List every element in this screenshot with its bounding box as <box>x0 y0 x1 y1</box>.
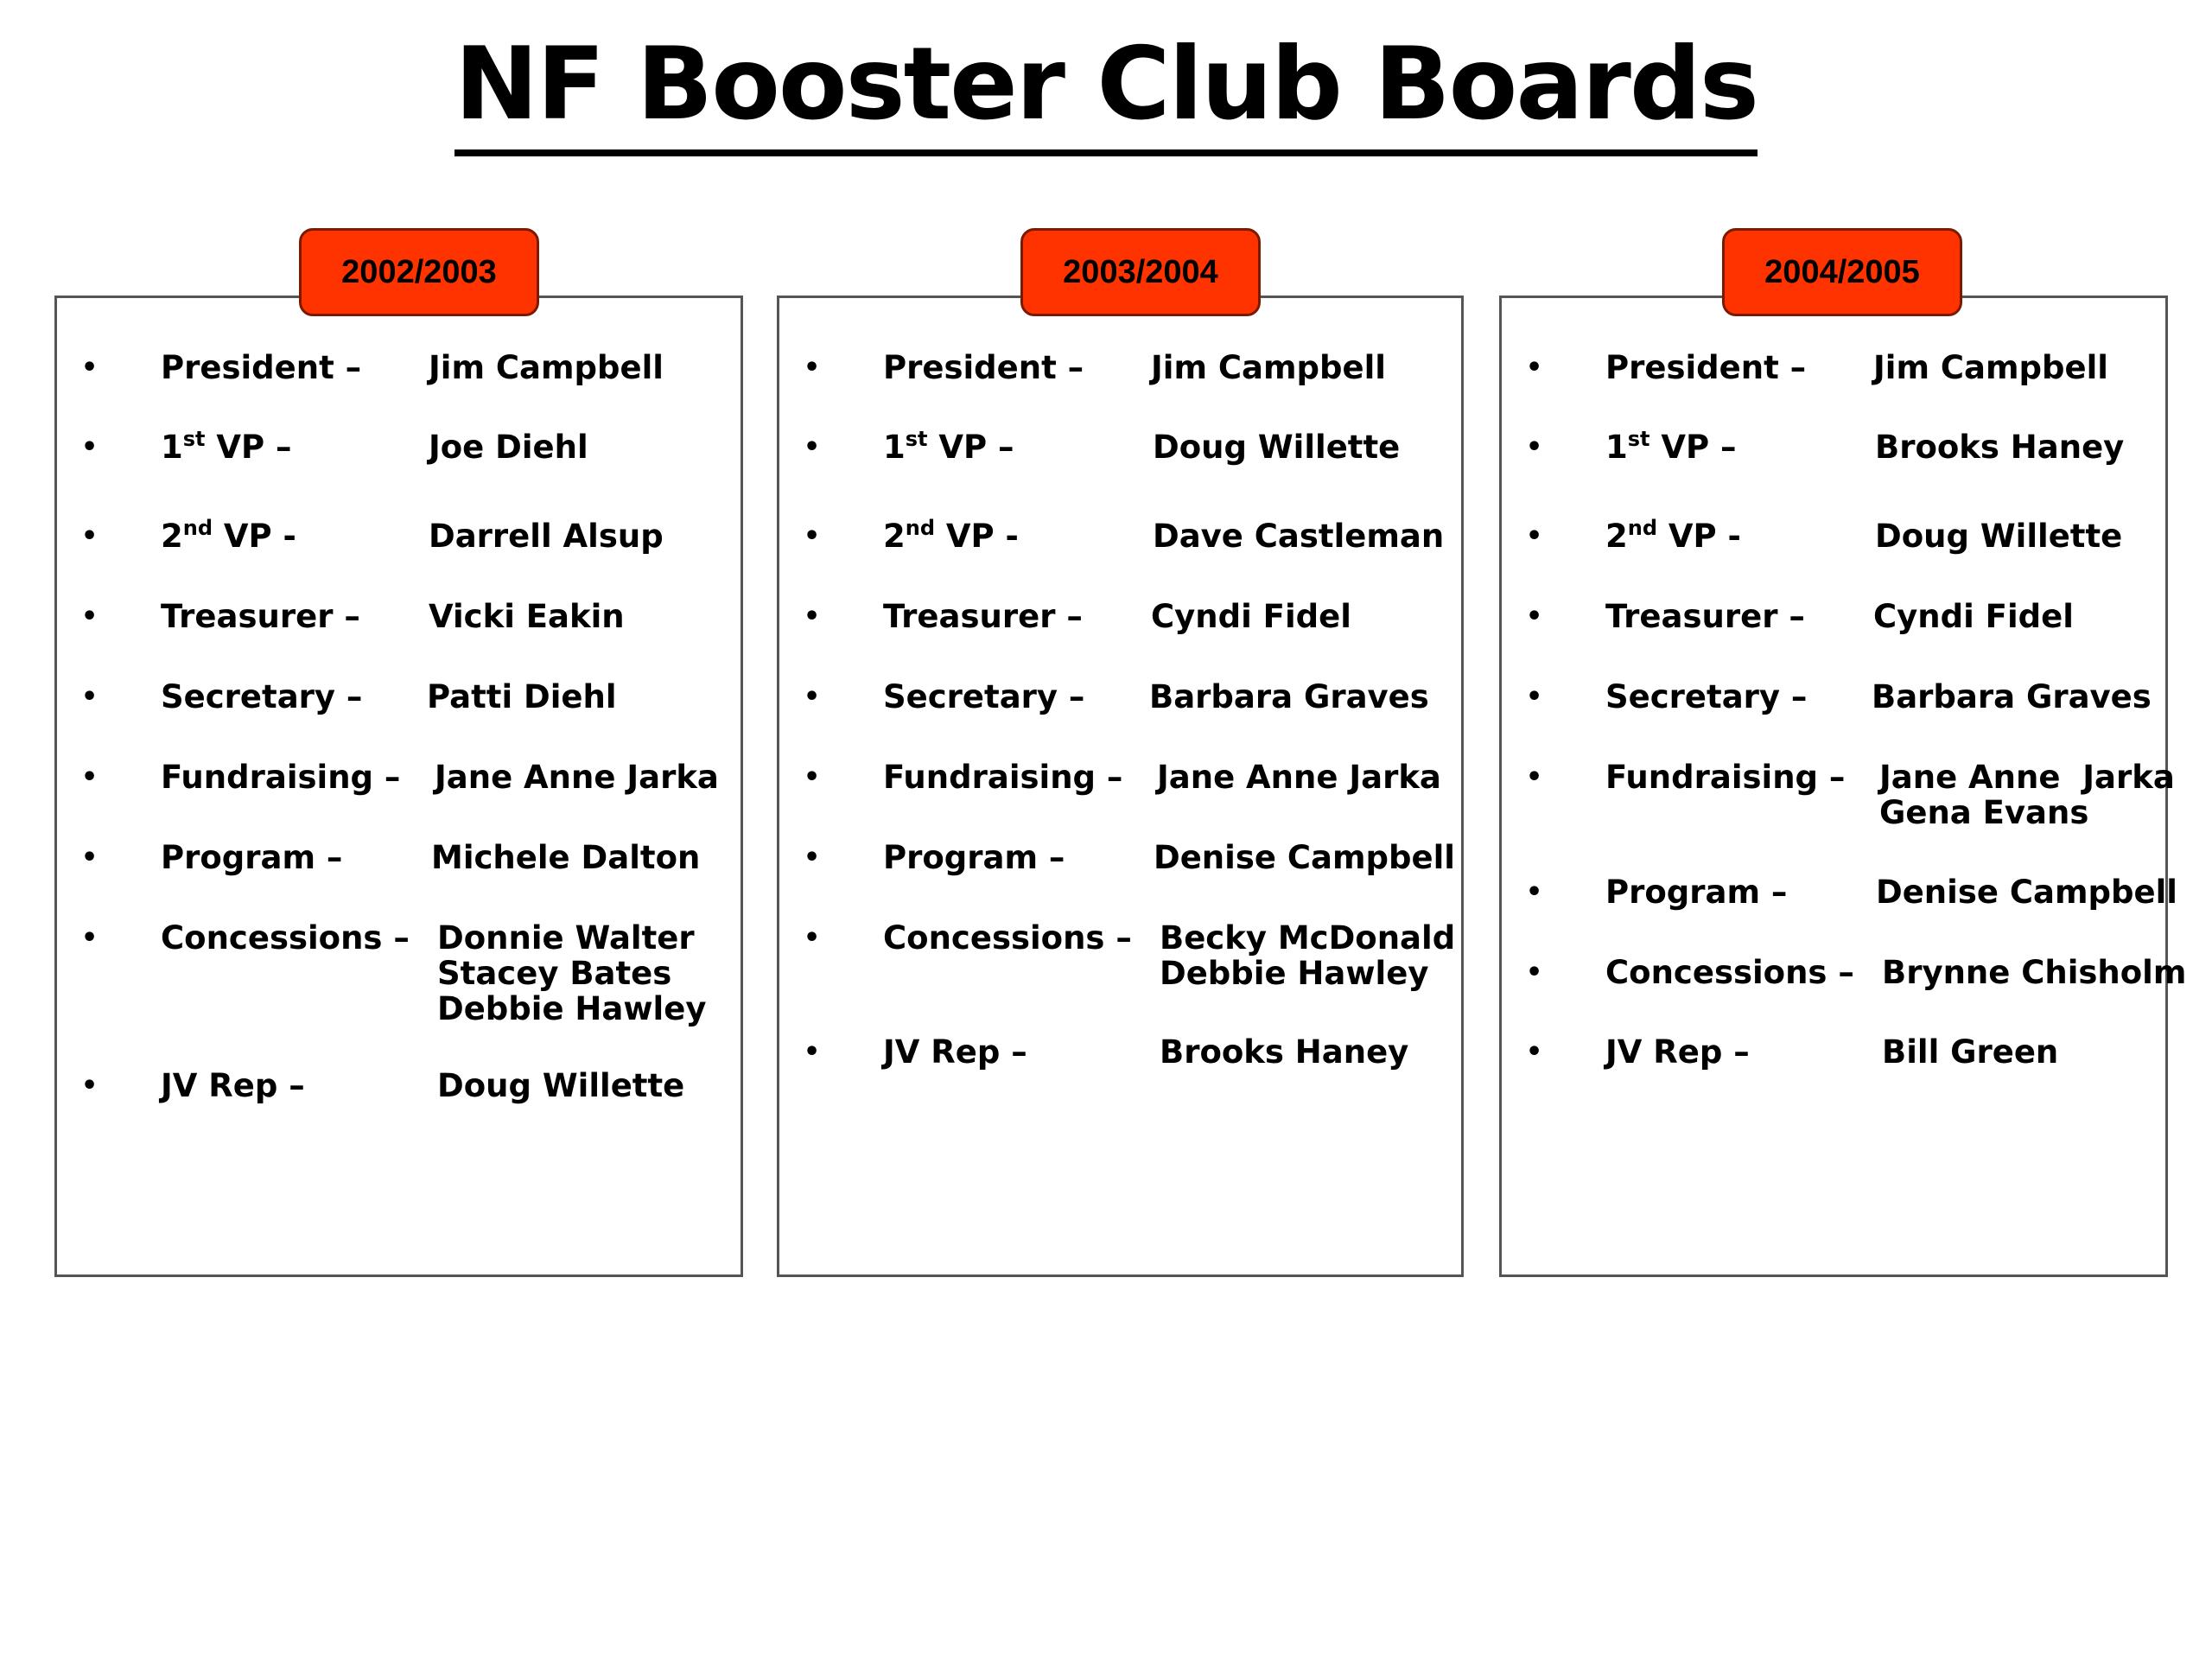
member-name: Darrell Alsup <box>429 518 664 555</box>
member-name: Doug Willette <box>1875 518 2123 555</box>
bullet-icon: • <box>804 601 821 632</box>
year-tab-2004-2005: 2004/2005 <box>1722 228 1962 316</box>
member-name: Cyndi Fidel <box>1873 598 2074 635</box>
board-role <box>883 429 1014 466</box>
role-label: President – <box>161 349 362 386</box>
board-panel-2004-2005 <box>1499 296 2187 1277</box>
member-names <box>1879 760 2175 830</box>
bullet-icon: • <box>1526 353 1543 383</box>
board-role <box>1605 350 1806 386</box>
board-role <box>1605 429 1737 466</box>
member-name: Donnie Walter <box>437 919 695 957</box>
board-role <box>883 518 1019 555</box>
bullet-icon: • <box>1526 521 1543 551</box>
bullet-icon: • <box>81 842 99 873</box>
bullet-icon: • <box>81 1071 99 1101</box>
member-name: Joe Diehl <box>429 429 588 466</box>
member-names <box>1157 760 1441 795</box>
bullet-icon: • <box>804 762 821 792</box>
member-names <box>429 429 588 465</box>
board-role <box>161 1068 305 1104</box>
role-ordinal-number: 2 <box>1605 518 1628 555</box>
role-ordinal-suffix: st <box>1627 427 1650 451</box>
role-label: Concessions – <box>1605 954 1854 991</box>
board-role <box>1605 599 1805 635</box>
role-label: Concessions – <box>883 919 1132 957</box>
role-label: Program – <box>883 839 1065 876</box>
board-role <box>883 1034 1027 1071</box>
bullet-icon: • <box>81 353 99 383</box>
role-label: Treasurer – <box>1605 598 1805 635</box>
bullet-icon: • <box>1526 877 1543 907</box>
member-name: Jane Anne Jarka <box>1157 759 1441 796</box>
role-label: VP - <box>223 518 296 555</box>
bullet-icon: • <box>1526 601 1543 632</box>
bullet-icon: • <box>804 682 821 712</box>
member-name: Gena Evans <box>1879 794 2089 831</box>
member-names <box>427 679 617 715</box>
board-role <box>883 840 1065 876</box>
member-names <box>1153 518 1444 554</box>
board-role <box>1605 518 1741 555</box>
bullet-icon: • <box>1526 682 1543 712</box>
member-names <box>1882 1034 2058 1070</box>
role-ordinal-suffix: st <box>182 427 206 451</box>
member-name: Michele Dalton <box>431 839 701 876</box>
bullet-icon: • <box>81 762 99 792</box>
member-name: Barbara Graves <box>1149 678 1429 715</box>
bullet-icon: • <box>1526 762 1543 792</box>
year-tab-2003-2004: 2003/2004 <box>1020 228 1261 316</box>
member-names <box>1160 920 1455 991</box>
board-role <box>161 599 360 635</box>
board-role <box>161 350 361 386</box>
role-label: Concessions – <box>161 919 410 957</box>
member-name: Brynne Chisholm <box>1882 954 2187 991</box>
member-name: Jane Anne Jarka <box>435 759 719 796</box>
role-ordinal-number: 1 <box>883 429 906 466</box>
board-role <box>883 760 1122 796</box>
member-names <box>1873 599 2074 634</box>
member-name: Barbara Graves <box>1872 678 2152 715</box>
member-name: Jim Campbell <box>1151 349 1386 386</box>
member-name: Denise Campbell <box>1876 874 2177 911</box>
role-ordinal-suffix: nd <box>905 516 936 540</box>
member-name: Jim Campbell <box>1873 349 2108 386</box>
member-name: Cyndi Fidel <box>1151 598 1351 635</box>
member-name: Brooks Haney <box>1875 429 2125 466</box>
member-name: Debbie Hawley <box>437 990 707 1027</box>
role-ordinal-number: 2 <box>883 518 906 555</box>
bullet-icon: • <box>1526 957 1543 988</box>
member-name: Vicki Eakin <box>429 598 625 635</box>
member-name: Bill Green <box>1882 1033 2059 1071</box>
role-label: Fundraising – <box>883 759 1123 796</box>
member-name: Brooks Haney <box>1160 1033 1409 1071</box>
board-role <box>1605 760 1845 796</box>
role-label: JV Rep – <box>161 1067 305 1104</box>
board-panel-2003-2004 <box>777 296 1464 1277</box>
board-role <box>161 840 342 876</box>
role-ordinal-suffix: nd <box>1627 516 1658 540</box>
member-names <box>429 350 664 385</box>
bullet-icon: • <box>804 521 821 551</box>
member-name: Doug Willette <box>437 1067 685 1104</box>
board-role <box>161 760 400 796</box>
bullet-icon: • <box>81 432 99 462</box>
role-label: Program – <box>161 839 343 876</box>
board-role <box>1605 955 1854 991</box>
board-role <box>161 679 362 715</box>
page-title-text: NF Booster Club Boards <box>454 26 1758 156</box>
board-role <box>883 679 1084 715</box>
role-label: Secretary – <box>161 678 363 715</box>
board-role <box>161 920 410 957</box>
member-name: Debbie Hawley <box>1160 955 1429 992</box>
role-label: Fundraising – <box>161 759 401 796</box>
board-role <box>1605 1034 1750 1071</box>
member-name: Jim Campbell <box>429 349 664 386</box>
bullet-icon: • <box>1526 1037 1543 1067</box>
bullet-icon: • <box>81 682 99 712</box>
member-names <box>1153 429 1400 465</box>
bullet-icon: • <box>81 601 99 632</box>
role-label: JV Rep – <box>1605 1033 1750 1071</box>
member-names <box>1149 679 1429 715</box>
role-label: VP - <box>945 518 1019 555</box>
member-names <box>437 1068 684 1103</box>
board-role <box>1605 874 1787 911</box>
role-label: President – <box>883 349 1084 386</box>
role-label: VP – <box>1661 429 1737 466</box>
page-title <box>0 26 2212 156</box>
member-names <box>1160 1034 1408 1070</box>
role-ordinal-number: 1 <box>161 429 183 466</box>
role-label: Treasurer – <box>883 598 1083 635</box>
bullet-icon: • <box>804 842 821 873</box>
role-ordinal-number: 1 <box>1605 429 1628 466</box>
member-name: Becky McDonald <box>1160 919 1456 957</box>
bullet-icon: • <box>804 432 821 462</box>
role-label: VP – <box>938 429 1014 466</box>
board-role <box>161 518 296 555</box>
year-tab-2002-2003: 2002/2003 <box>299 228 539 316</box>
role-label: Fundraising – <box>1605 759 1846 796</box>
member-names <box>429 599 625 634</box>
member-names <box>1151 350 1386 385</box>
board-role <box>1605 679 1807 715</box>
member-names <box>1154 840 1455 875</box>
role-label: VP – <box>216 429 292 466</box>
role-ordinal-number: 2 <box>161 518 183 555</box>
member-names <box>435 760 719 795</box>
board-role <box>161 429 292 466</box>
board-role <box>883 599 1083 635</box>
member-names <box>1872 679 2152 715</box>
board-panel-2002-2003 <box>54 296 743 1277</box>
role-label: JV Rep – <box>883 1033 1027 1071</box>
role-label: Program – <box>1605 874 1788 911</box>
member-name: Jane Anne Jarka <box>1879 759 2175 796</box>
role-ordinal-suffix: nd <box>182 516 213 540</box>
board-role <box>883 920 1132 957</box>
member-names <box>429 518 664 554</box>
member-name: Dave Castleman <box>1153 518 1445 555</box>
member-names <box>1882 955 2186 990</box>
member-names <box>1151 599 1351 634</box>
board-role <box>883 350 1084 386</box>
role-label: President – <box>1605 349 1807 386</box>
member-name: Stacey Bates <box>437 955 672 992</box>
member-names <box>1875 518 2122 554</box>
bullet-icon: • <box>804 1037 821 1067</box>
member-name: Denise Campbell <box>1154 839 1455 876</box>
role-label: Treasurer – <box>161 598 360 635</box>
bullet-icon: • <box>81 521 99 551</box>
member-name: Patti Diehl <box>427 678 617 715</box>
bullet-icon: • <box>804 353 821 383</box>
role-label: Secretary – <box>1605 678 1808 715</box>
bullet-icon: • <box>1526 432 1543 462</box>
member-names <box>1875 429 2124 465</box>
bullet-icon: • <box>81 923 99 953</box>
role-label: VP - <box>1668 518 1741 555</box>
member-names <box>437 920 706 1027</box>
member-name: Doug Willette <box>1153 429 1401 466</box>
member-names <box>1876 874 2177 910</box>
role-ordinal-suffix: st <box>905 427 928 451</box>
bullet-icon: • <box>804 923 821 953</box>
role-label: Secretary – <box>883 678 1085 715</box>
member-names <box>431 840 700 875</box>
member-names <box>1873 350 2108 385</box>
